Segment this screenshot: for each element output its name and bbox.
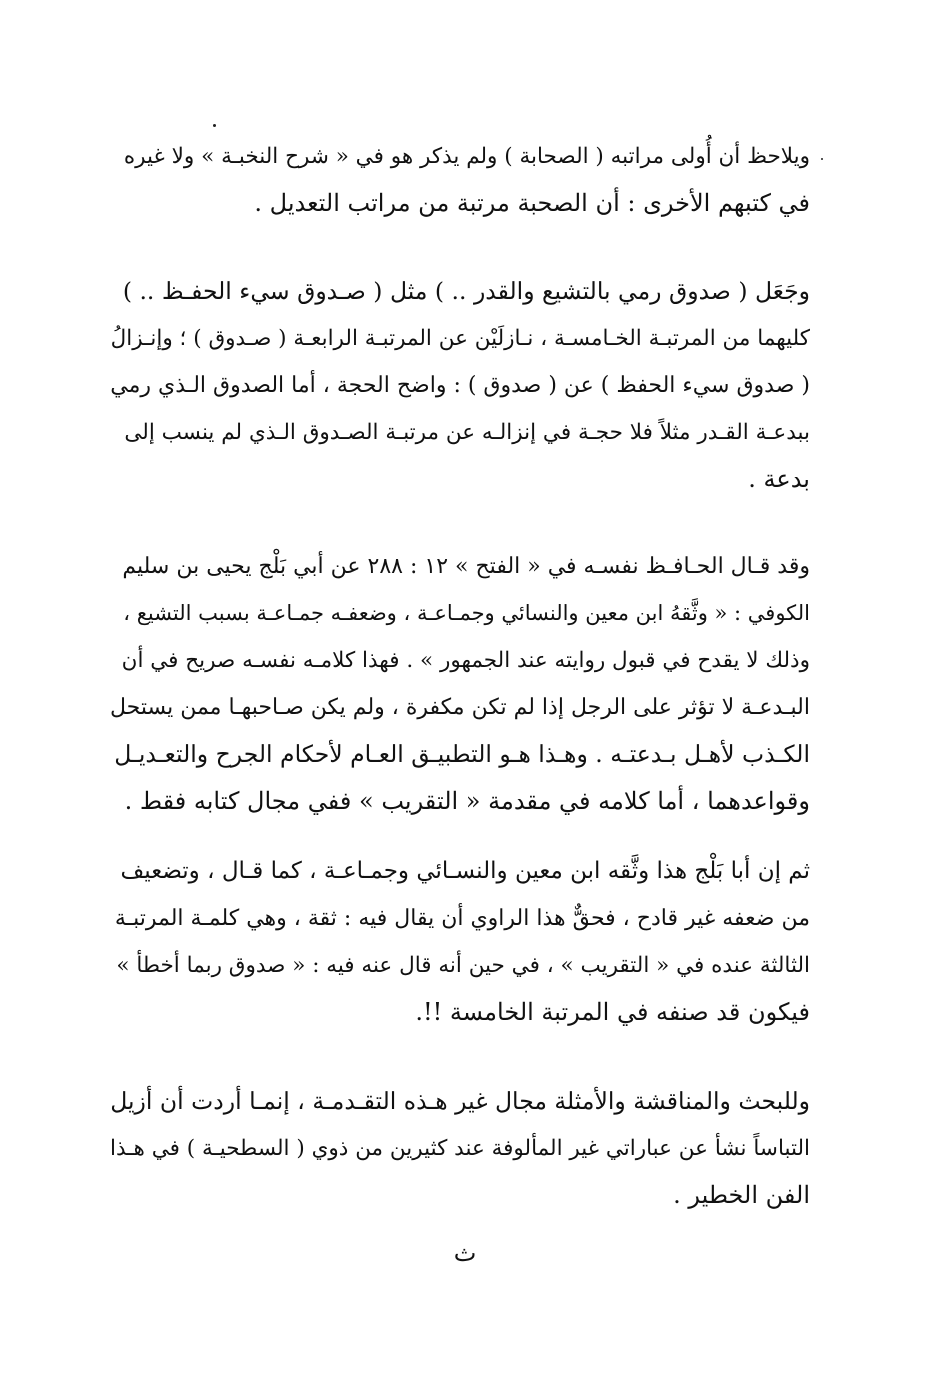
text-line: البـدعـة لا تؤثر على الرجل إذا لم تكن مكفرة ، ولم يكن صـاحبهـا ممن يستحل [109,695,810,720]
text-line: ( صدوق سيء الحفظ ) عن ( صدوق ) : واضح الحجة ، أما الصدوق الـذي رمي [110,373,810,398]
paragraph [110,1078,810,1219]
text-line: ببدعـة القـدر مثلاً فلا حجـة في إنزالـه عن مرتبـة الصـدوق الـذي لم ينسب إلى [124,420,810,445]
paragraph [110,543,810,825]
text-line: التباساً نشأ عن عباراتي غير المألوفة عند كثيرين من ذوي ( السطحيـة ) في هـذا [110,1136,810,1161]
text-line: فيكون قد صنفه في المرتبة الخامسة !!. [415,998,810,1026]
text-line: في كتبهم الأخرى : أن الصحبة مرتبة من مراتب التعديل . [254,189,810,217]
text-line: الكوفي : « وثَّقهُ ابن معين والنسائي وجمـاعـة ، وضعفـه جمـاعـة بسبب التشيع ، [123,601,810,625]
text-line: ويلاحظ أن أُولى مراتبه ( الصحابة ) ولم يذكر هو في « شرح النخبـة » ولا غيره [123,144,810,169]
paragraph [110,133,810,227]
text-line: الثالثة عنده في « التقريب » ، في حين أنه قال عنه فيه : « صدوق ربما أخطأ » [116,953,810,978]
text-line: وقواعدهما ، أما كلامه في مقدمة « التقريب » ففي مجال كتابه فقط . [124,787,810,815]
text-line: وجَعَل ( صدوق رمي بالتشيع والقدر .. ) مثل ( صـدوق سيء الحفـظ .. ) [122,277,810,305]
text-line: الفن الخطير . [673,1181,810,1209]
ink-speck [213,124,216,127]
text-line: وذلك لا يقدح في قبول روايته عند الجمهور » . فهذا كلامـه نفسـه صريح في أن [121,648,810,673]
paragraph [110,268,810,503]
page-number: ث [453,1239,477,1267]
text-line: من ضعفه غير قادح ، فحقٌّ هذا الراوي أن يقال فيه : ثقة ، وهي كلمـة المرتبـة [114,906,810,931]
text-line: ثم إن أبا بَلْج هذا وثَّقه ابن معين والنسـائي وجمـاعـة ، كما قـال ، وتضعيف [120,858,810,884]
text-line: وللبحث والمناقشة والأمثلة مجال غير هـذه التقـدمـة ، إنمـا أردت أن أزيل [110,1087,810,1115]
text-line: وقد قـال الحـافـظ نفسـه في « الفتح » ١٢ : ٢٨٨ عن أبي بَلْج يحيى بن سليم [122,554,810,579]
text-line: الكـذب لأهـل بـدعتـه . وهـذا هـو التطبيـق العـام لأحكام الجرح والتعـديـل [114,740,810,768]
text-line: كليهما من المرتبـة الخـامسـة ، نـازلَيْن عن المرتبـة الرابعـة ( صـدوق ) ؛ وإنـزالُ [110,326,810,351]
ink-speck [821,158,823,160]
paragraph [110,848,810,1036]
text-line: بدعة . [748,465,810,493]
